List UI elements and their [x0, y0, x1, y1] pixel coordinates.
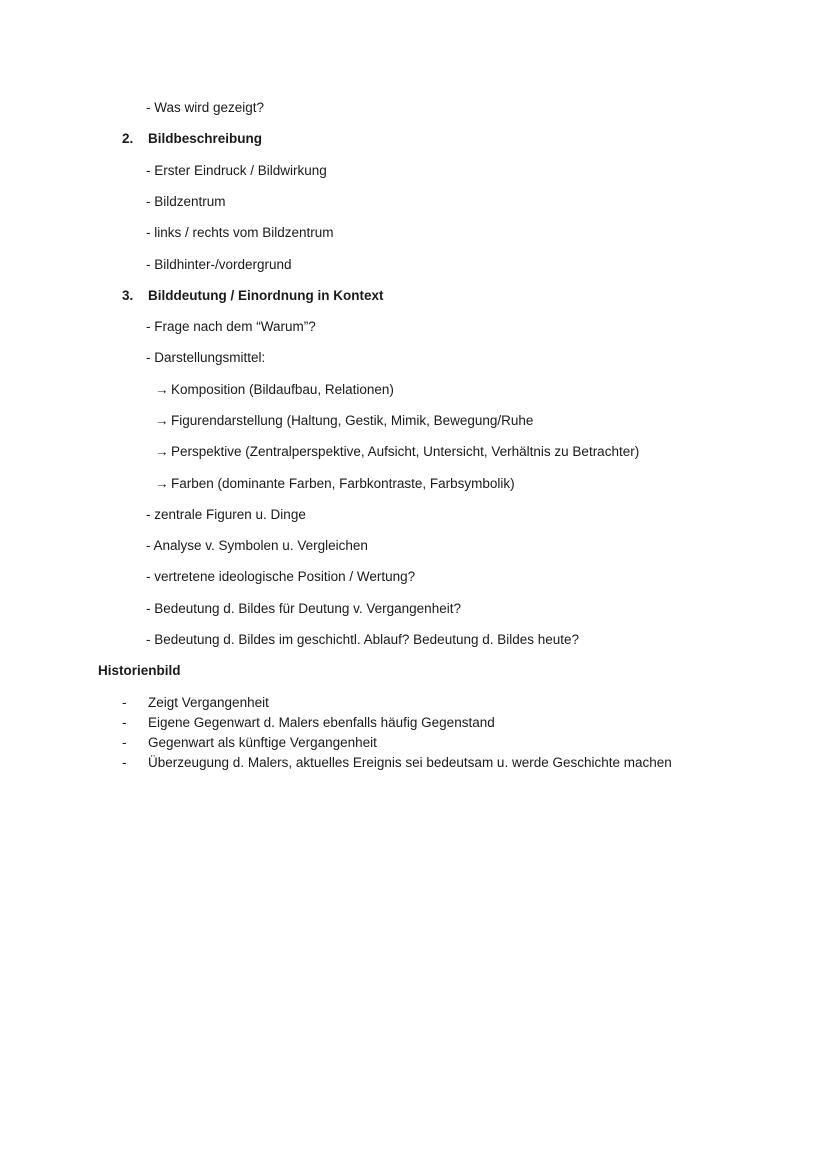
bullet-text: Gegenwart als künftige Vergangenheit — [148, 735, 377, 750]
arrow-list-item — [155, 381, 394, 399]
list-item: - Erster Eindruck / Bildwirkung — [146, 163, 327, 178]
section-3-title: Bilddeutung / Einordnung in Kontext — [148, 288, 384, 303]
list-item: - links / rechts vom Bildzentrum — [146, 225, 334, 240]
arrow-list-item — [155, 475, 515, 493]
list-item: - zentrale Figuren u. Dinge — [146, 507, 306, 522]
bullet-text: Zeigt Vergangenheit — [148, 695, 269, 710]
arrow-item-text: Farben (dominante Farben, Farbkontraste, Farbsymbolik) — [171, 476, 515, 491]
arrow-right-icon: → — [155, 444, 169, 459]
bullet-dash: - — [122, 695, 127, 710]
bullet-dash: - — [122, 755, 127, 770]
arrow-right-icon: → — [155, 413, 169, 428]
historienbild-heading: Historienbild — [98, 663, 181, 678]
arrow-item-text: Komposition (Bildaufbau, Relationen) — [171, 382, 394, 397]
bullet-dash: - — [122, 735, 127, 750]
list-item: - Bedeutung d. Bildes im geschichtl. Ablauf? Bedeutung d. Bildes heute? — [146, 632, 580, 647]
list-item: - Bedeutung d. Bildes für Deutung v. Vergangenheit? — [146, 601, 461, 616]
section-2-number: 2. — [122, 131, 134, 146]
section-2-title: Bildbeschreibung — [148, 131, 263, 146]
arrow-list-item — [155, 412, 533, 430]
list-item: - Darstellungsmittel: — [146, 350, 266, 365]
arrow-right-icon: → — [155, 382, 169, 397]
arrow-right-icon: → — [155, 476, 169, 491]
bullet-text: Überzeugung d. Malers, aktuelles Ereignis sei bedeutsam u. werde Geschichte machen — [148, 755, 672, 770]
list-item: - Frage nach dem “Warum”? — [146, 319, 316, 334]
list-item: - Bildhinter-/vordergrund — [146, 257, 292, 272]
list-item: - vertretene ideologische Position / Wertung? — [146, 569, 416, 584]
arrow-list-item — [155, 443, 639, 461]
arrow-item-text: Perspektive (Zentralperspektive, Aufsicht, Untersicht, Verhältnis zu Betrachter) — [171, 444, 640, 459]
bullet-text: Eigene Gegenwart d. Malers ebenfalls häufig Gegenstand — [148, 715, 495, 730]
list-item: - Analyse v. Symbolen u. Vergleichen — [146, 538, 368, 553]
arrow-item-text: Figurendarstellung (Haltung, Gestik, Mimik, Bewegung/Ruhe — [171, 413, 534, 428]
section-3-number: 3. — [122, 288, 134, 303]
intro-item: - Was wird gezeigt? — [146, 100, 265, 115]
list-item: - Bildzentrum — [146, 194, 226, 209]
bullet-dash: - — [122, 715, 127, 730]
